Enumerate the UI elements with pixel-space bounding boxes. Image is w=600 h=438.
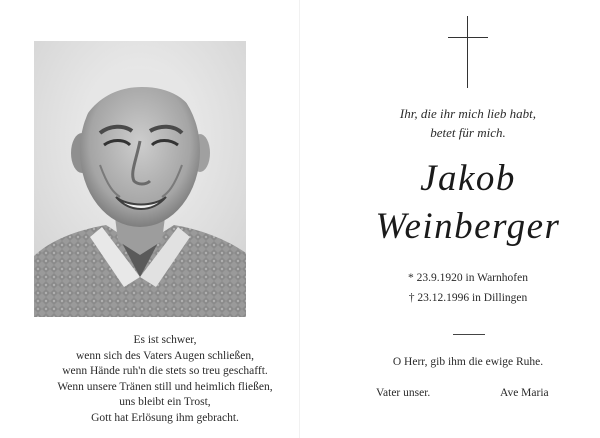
verse-line: Ihr, die ihr mich lieb habt, <box>399 106 537 121</box>
deceased-last-name: Weinberger <box>375 206 561 247</box>
birth-date: * 23.9.1920 in Warnhofen <box>408 272 528 284</box>
poem-line: uns bleibt ein Trost, <box>119 396 211 409</box>
poem-line: Wenn unsere Tränen still und heimlich fließen, <box>57 380 273 393</box>
verse <box>300 104 600 142</box>
prayer-hail-mary: Ave Maria <box>500 387 549 399</box>
poem-line: Gott hat Erlösung ihm gebracht. <box>91 411 239 424</box>
poem-line: wenn Hände ruh'n die stets so treu geschafft. <box>62 365 268 378</box>
poem-line: wenn sich des Vaters Augen schließen, <box>76 349 254 362</box>
prayer-our-father: Vater unser. <box>376 387 431 399</box>
portrait-photo-icon <box>34 41 246 317</box>
cross-icon <box>448 16 488 88</box>
right-panel <box>300 0 600 438</box>
prayer-eternal-rest: O Herr, gib ihm die ewige Ruhe. <box>392 356 544 368</box>
verse-line: betet für mich. <box>430 125 506 140</box>
divider <box>453 334 485 335</box>
poem-line: Es ist schwer, <box>133 334 197 346</box>
death-date: † 23.12.1996 in Dillingen <box>408 292 528 304</box>
poem <box>20 333 310 427</box>
life-dates <box>300 268 600 308</box>
deceased-first-name: Jakob <box>420 158 516 199</box>
